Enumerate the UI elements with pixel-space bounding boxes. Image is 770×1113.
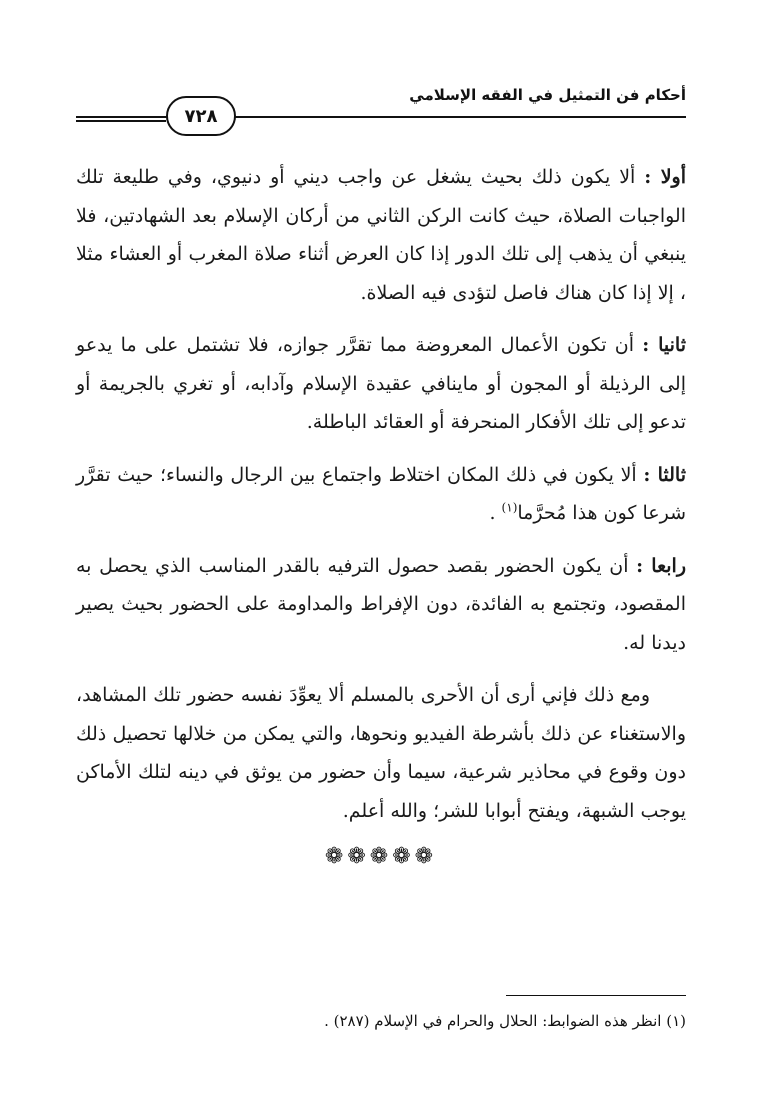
section-ornament: ❁❁❁❁❁ <box>324 844 438 869</box>
paragraph-text: أن تكون الأعمال المعروضة مما تقرَّر جوازه، فلا تشتمل على ما يدعو إلى الرذيلة أو المجون أو ماينافي عقيدة الإسلام وآدابه، أو تغري بالجريمة أو تدعو إلى تلك الأفكار المنحرفة أو العقائد الباطلة. <box>76 334 686 433</box>
header-rule-double <box>76 120 166 122</box>
running-title: أحكام فن التمثيل في الفقه الإسلامي <box>409 86 686 104</box>
paragraph-conclusion <box>76 676 686 830</box>
paragraph-lead: ثالثا : <box>643 463 686 486</box>
paragraph-text: ألا يكون ذلك بحيث يشغل عن واجب ديني أو دنيوي، وفي طليعة تلك الواجبات الصلاة، حيث كانت الركن الثاني من أركان الإسلام بعد الشهادتين، فلا ينبغي أن يذهب إلى تلك الدور إذا كان العرض أثناء صلاة المغرب أو العشاء مثلا ، إلا إذا كان هناك فاصل لتؤدى فيه الصلاة. <box>76 166 686 304</box>
paragraph-lead: أولا : <box>644 166 687 188</box>
paragraph-text: أن يكون الحضور بقصد حصول الترفيه بالقدر المناسب الذي يحصل به المقصود، وتجتمع به الفائدة، دون الإفراط والمداومة على الحضور بحيث يصير ديدنا له. <box>76 554 686 654</box>
page-header <box>76 80 686 130</box>
paragraph-second-condition <box>76 326 686 442</box>
paragraph-third-condition <box>76 456 686 533</box>
page-number-badge: ٧٢٨ <box>166 96 236 136</box>
footnote-rule <box>506 995 686 996</box>
page-body <box>76 158 686 869</box>
paragraph-lead: ثانيا : <box>642 334 686 356</box>
footnote: (١) انظر هذه الضوابط: الحلال والحرام في الإسلام (٢٨٧) . <box>324 1012 686 1030</box>
paragraph-lead: رابعا : <box>636 554 687 577</box>
paragraph-first-condition <box>76 158 686 312</box>
paragraph-tail: . <box>489 502 502 524</box>
paragraph-text: ألا يكون في ذلك المكان اختلاط واجتماع بين الرجال والنساء؛ حيث تقرَّر شرعا كون هذا مُحرَّما <box>76 463 686 524</box>
footnote-reference[interactable]: (١) <box>501 500 518 515</box>
paragraph-fourth-condition <box>76 547 686 663</box>
paragraph-text: ومع ذلك فإني أرى أن الأحرى بالمسلم ألا يعوِّدَ نفسه حضور تلك المشاهد، والاستغناء عن ذلك بأشرطة الفيديو ونحوها، والتي يمكن من خلالها تحصيل ذلك دون وقوع في محاذير شرعية، سيما وأن حضور من يوثق في دينه لتلك الأماكن يوجب الشبهة، ويفتح أبوابا للشر؛ والله أعلم. <box>76 684 686 822</box>
